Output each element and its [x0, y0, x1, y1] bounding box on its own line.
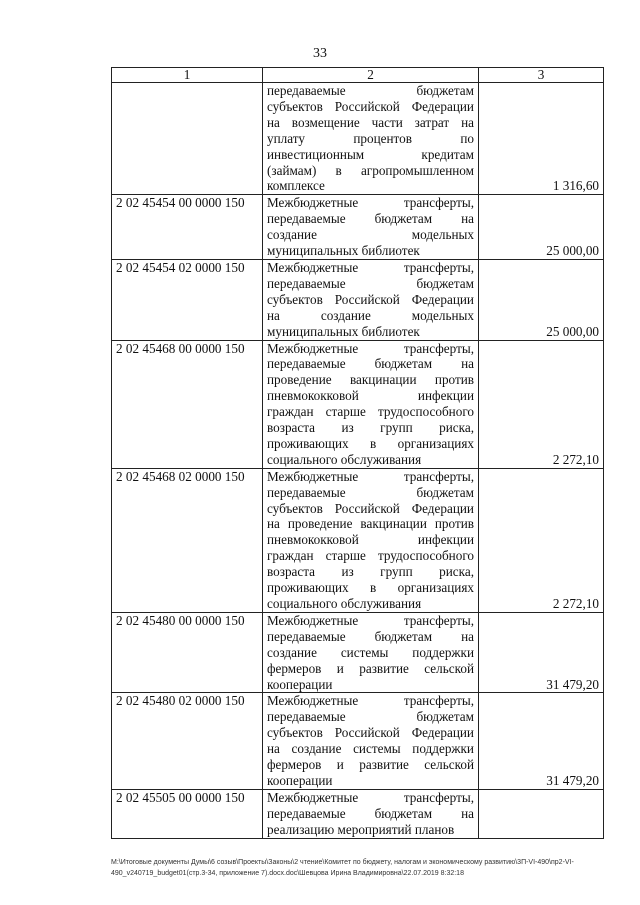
amount-cell: 31 479,20 [479, 693, 604, 789]
description-line: на создание системы поддержки [267, 741, 474, 757]
description-line: комплексе [267, 178, 325, 194]
description-line: кооперации [267, 676, 333, 692]
budget-code-cell: 2 02 45480 02 0000 150 [112, 693, 263, 789]
document-path-footer: M:\Итоговые документы Думы\6 созыв\Проекты\Законы\2 чтение\Комитет по бюджету, налогам и экономическому развитию\3П-VI-490\пр2-VI-490_v240719_budget01(стр.3-34, приложение 7).docx.doc\Шевцова Ирина Владимировна\22.07.2019 8:32:18 [111, 859, 574, 877]
table-row [112, 612, 604, 693]
table-row [112, 259, 604, 340]
description-line: проживающих в организациях [267, 435, 474, 451]
description-line: уплату процентов по [267, 130, 474, 146]
description-line: проведение вакцинации против [267, 372, 474, 388]
description-line: передаваемые бюджетам [267, 275, 474, 291]
description-line: граждан старше трудоспособного [267, 404, 474, 420]
description-line: возраста из групп риска, [267, 564, 474, 580]
amount-cell: 2 272,10 [479, 468, 604, 612]
amount-cell: 25 000,00 [479, 195, 604, 260]
description-cell [263, 468, 479, 612]
column-header-amount: 3 [479, 68, 604, 83]
amount-cell: 31 479,20 [479, 612, 604, 693]
description-line: фермеров и развитие сельской [267, 660, 474, 676]
page-number: 33 [313, 46, 327, 61]
description-line: Межбюджетные трансферты, [267, 789, 474, 805]
budget-code-cell [112, 83, 263, 195]
amount-cell [479, 789, 604, 838]
description-line: передаваемые бюджетам [267, 83, 474, 98]
table-header-row [112, 68, 604, 83]
description-line: фермеров и развитие сельской [267, 757, 474, 773]
budget-code-cell: 2 02 45480 00 0000 150 [112, 612, 263, 693]
column-header-code: 1 [112, 68, 263, 83]
description-line: субъектов Российской Федерации [267, 725, 474, 741]
description-line: создание модельных [267, 227, 474, 243]
table-row [112, 340, 604, 468]
table-row [112, 468, 604, 612]
description-line: Межбюджетные трансферты, [267, 693, 474, 709]
description-line: на возмещение части затрат на [267, 114, 474, 130]
description-line: на проведение вакцинации против [267, 516, 474, 532]
table-row [112, 789, 604, 838]
description-line: передаваемые бюджетам на [267, 805, 474, 821]
description-line: создание системы поддержки [267, 644, 474, 660]
description-line: субъектов Российской Федерации [267, 500, 474, 516]
description-cell [263, 612, 479, 693]
description-line: кооперации [267, 772, 333, 788]
amount-cell: 1 316,60 [479, 83, 604, 195]
description-line: пневмококковой инфекции [267, 532, 474, 548]
budget-code-cell: 2 02 45468 02 0000 150 [112, 468, 263, 612]
description-line: муниципальных библиотек [267, 323, 420, 339]
description-line: социального обслуживания [267, 451, 422, 467]
description-line: передаваемые бюджетам [267, 709, 474, 725]
description-line: передаваемые бюджетам на [267, 211, 474, 227]
description-line: Межбюджетные трансферты, [267, 468, 474, 484]
description-line: реализацию мероприятий планов [267, 821, 455, 837]
budget-code-cell: 2 02 45454 00 0000 150 [112, 195, 263, 260]
table-row [112, 693, 604, 789]
description-cell [263, 195, 479, 260]
description-line: пневмококковой инфекции [267, 388, 474, 404]
description-line: Межбюджетные трансферты, [267, 340, 474, 356]
description-cell [263, 789, 479, 838]
description-cell [263, 340, 479, 468]
description-line: передаваемые бюджетам на [267, 356, 474, 372]
description-line: возраста из групп риска, [267, 420, 474, 436]
table-row [112, 83, 604, 195]
description-line: граждан старше трудоспособного [267, 548, 474, 564]
description-line: на создание модельных [267, 307, 474, 323]
description-cell [263, 693, 479, 789]
description-line: муниципальных библиотек [267, 243, 420, 259]
budget-code-cell: 2 02 45505 00 0000 150 [112, 789, 263, 838]
description-cell [263, 83, 479, 195]
table-row [112, 195, 604, 260]
description-line: (займам) в агропромышленном [267, 162, 474, 178]
description-line: проживающих в организациях [267, 580, 474, 596]
description-cell [263, 259, 479, 340]
description-line: Межбюджетные трансферты, [267, 612, 474, 628]
amount-cell: 2 272,10 [479, 340, 604, 468]
budget-table [111, 67, 604, 839]
description-line: Межбюджетные трансферты, [267, 195, 474, 211]
description-line: передаваемые бюджетам на [267, 628, 474, 644]
description-line: субъектов Российской Федерации [267, 98, 474, 114]
description-line: социального обслуживания [267, 596, 422, 611]
description-line: субъектов Российской Федерации [267, 291, 474, 307]
budget-code-cell: 2 02 45454 02 0000 150 [112, 259, 263, 340]
column-header-description: 2 [263, 68, 479, 83]
description-line: инвестиционным кредитам [267, 146, 474, 162]
budget-code-cell: 2 02 45468 00 0000 150 [112, 340, 263, 468]
description-line: Межбюджетные трансферты, [267, 259, 474, 275]
amount-cell: 25 000,00 [479, 259, 604, 340]
description-line: передаваемые бюджетам [267, 484, 474, 500]
